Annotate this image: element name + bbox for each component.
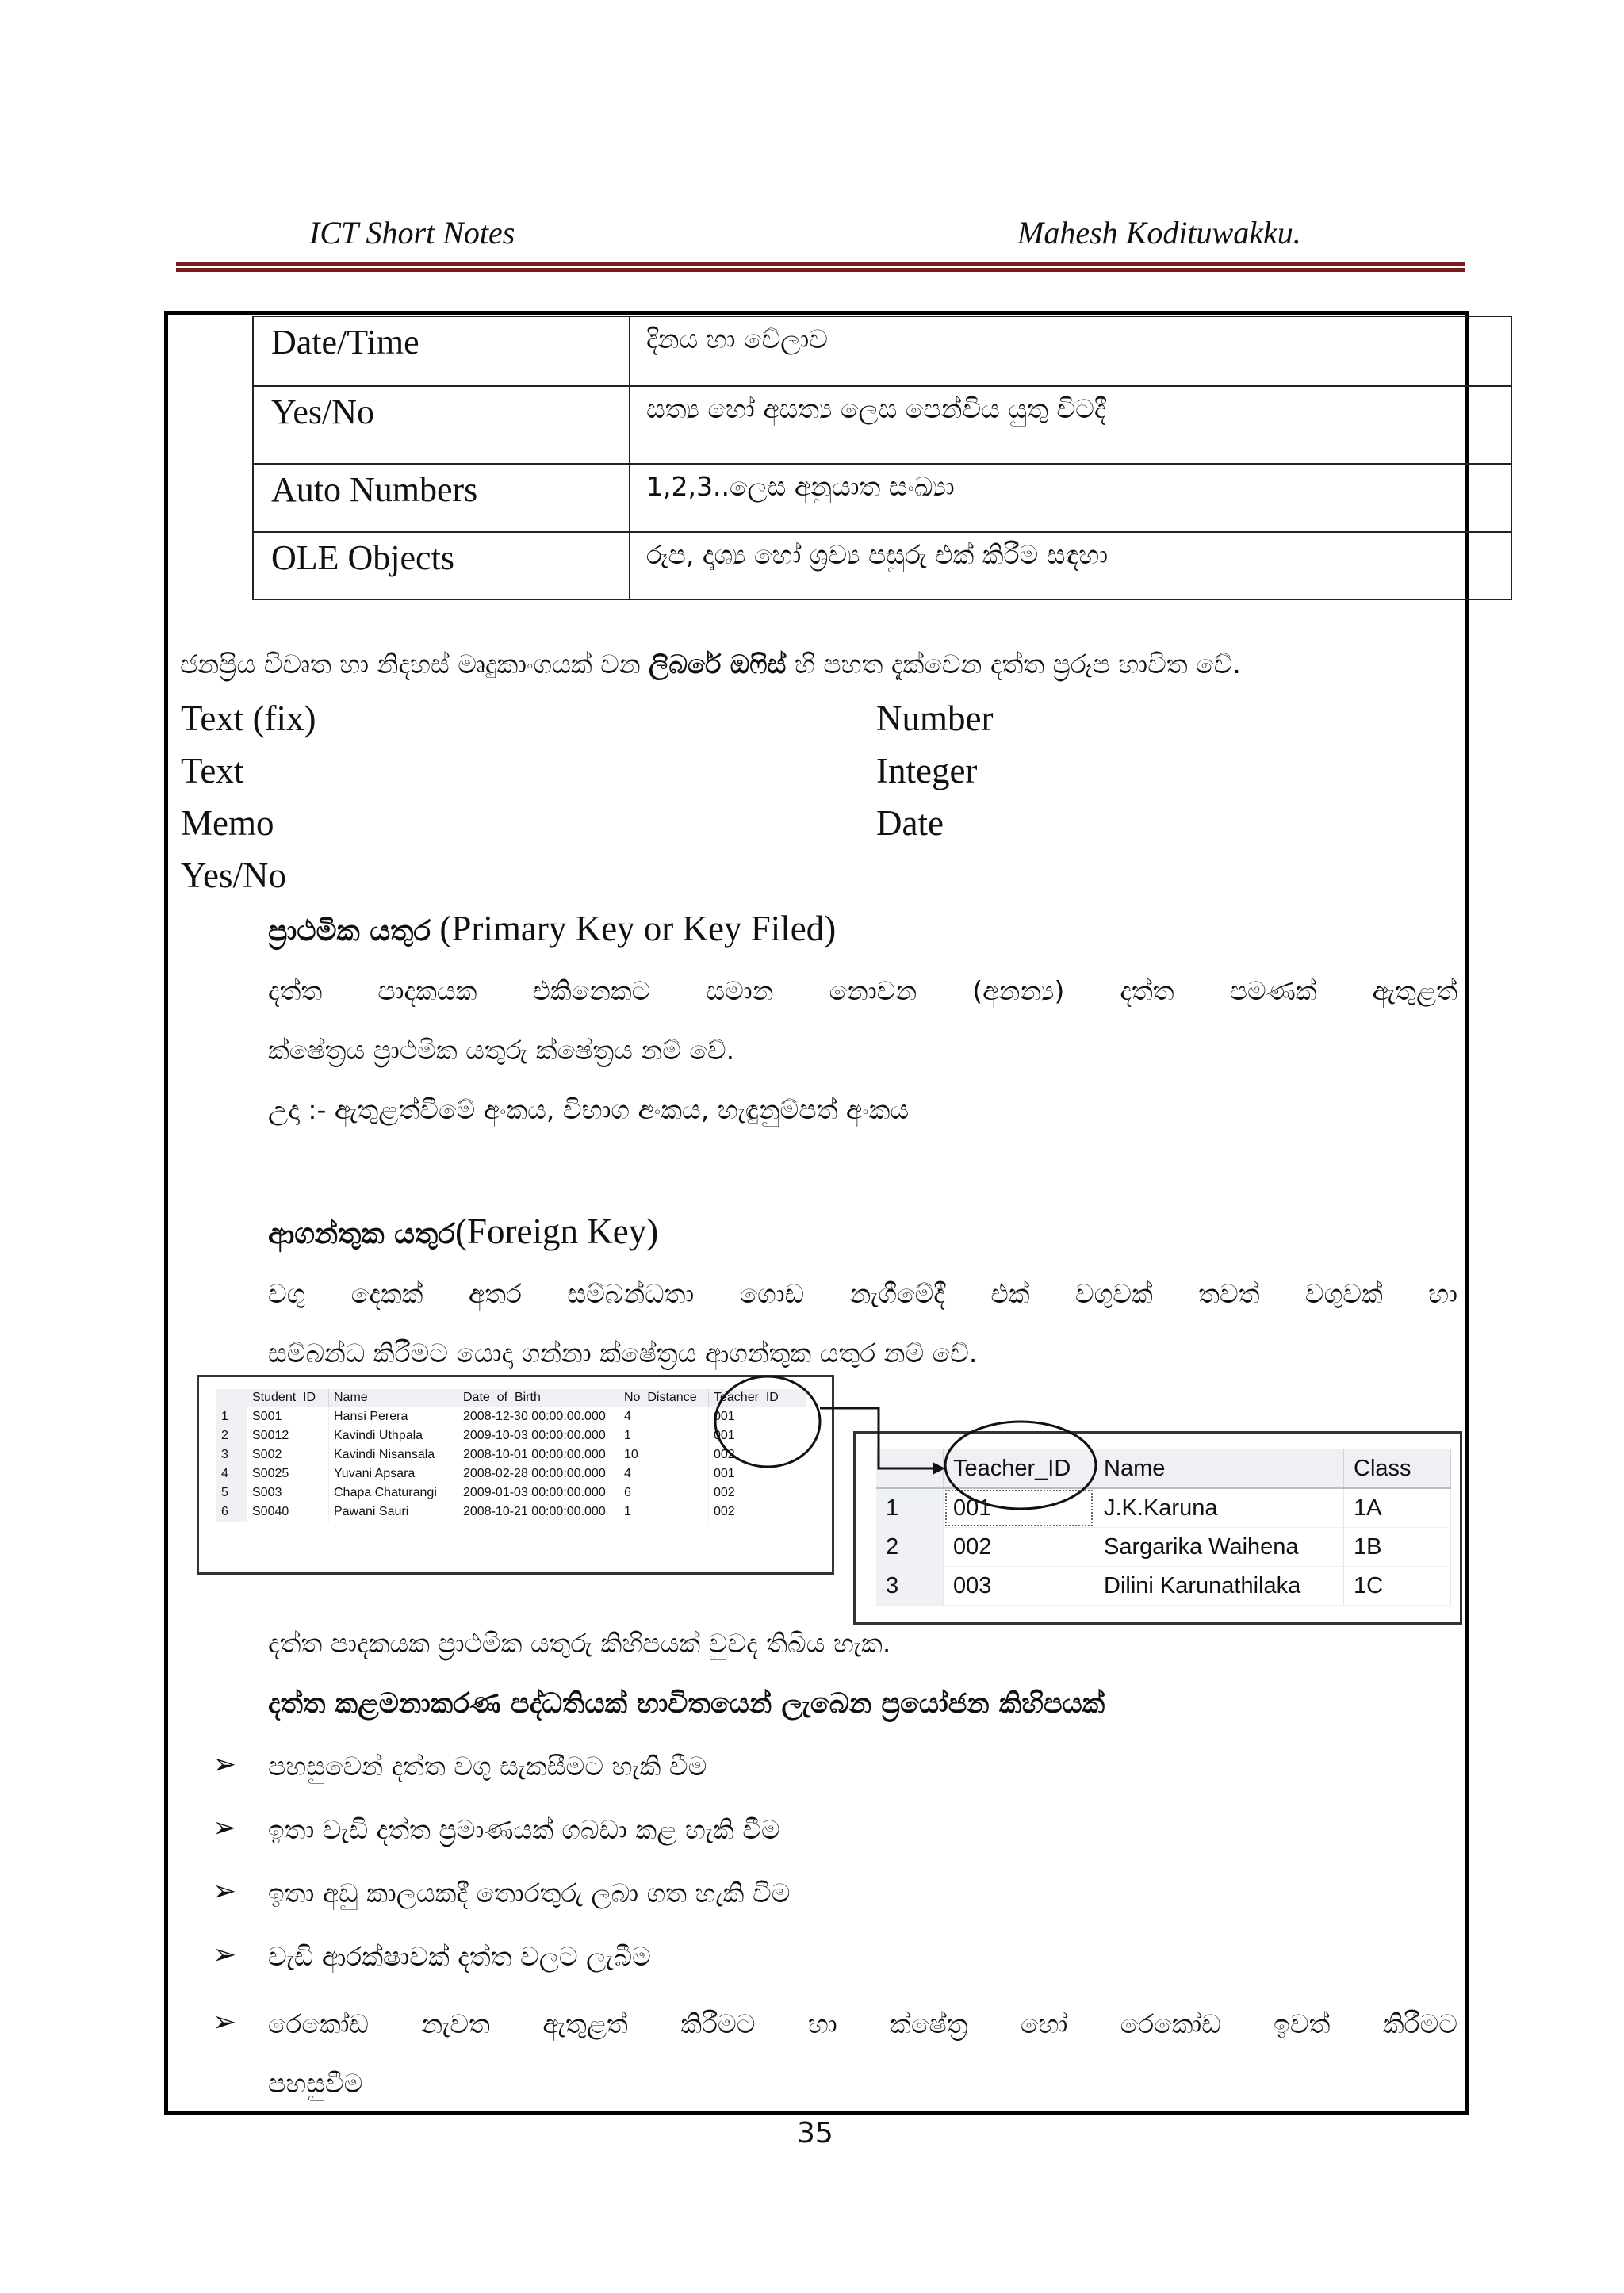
foreign-key-circle: [715, 1376, 820, 1467]
row-number: 1: [216, 1407, 247, 1427]
libreoffice-bold: ලිබරේ ඔෆිස්: [649, 649, 787, 679]
table-cell: 1C: [1344, 1567, 1451, 1606]
arrow-bullet-icon: ➢: [213, 1939, 237, 1971]
connector-line: [820, 1408, 936, 1468]
row-number: 4: [216, 1464, 247, 1483]
column-header: Class: [1344, 1449, 1451, 1488]
type-item-right: Date: [876, 803, 944, 843]
row-number: 3: [876, 1567, 944, 1606]
benefit-item-last-line2: පහසුවීම: [268, 2068, 363, 2099]
table-cell: 1B: [1344, 1528, 1451, 1567]
table-cell: S0025: [247, 1464, 329, 1483]
header-author: Mahesh Kodituwakku.: [1017, 215, 1301, 251]
type-desc: දිනය හා වේලාව: [630, 316, 1511, 386]
primary-key-title-si: ප්‍රාථමික යතුර: [268, 915, 431, 947]
column-header: Teacher_ID: [944, 1449, 1094, 1488]
table-cell: Hansi Perera: [329, 1407, 458, 1427]
table-cell: J.K.Karuna: [1094, 1488, 1344, 1528]
table-cell: 2009-01-03 00:00:00.000: [458, 1483, 619, 1503]
foreign-key-title-en: (Foreign Key): [455, 1212, 659, 1251]
column-header: Name: [329, 1389, 458, 1407]
benefit-item-last-line1: රෙකෝඩ නැවත ඇතුළත් කිරීමට හා ක්ෂේත්‍ර හෝ රෙකෝඩ ඉවත් කිරීමට: [268, 2008, 1457, 2039]
page-number: 35: [797, 2117, 833, 2149]
type-desc: 1,2,3..ලෙස අනුයාත සංඛ්‍යා: [630, 464, 1511, 532]
table-cell: Chapa Chaturangi: [329, 1483, 458, 1503]
table-cell: 2008-02-28 00:00:00.000: [458, 1464, 619, 1483]
table-cell: 001: [944, 1488, 1094, 1528]
table-cell: 6: [619, 1483, 709, 1503]
type-item-left: Text: [181, 751, 244, 790]
table-cell: 002: [709, 1483, 806, 1503]
type-item-right: Number: [876, 699, 994, 738]
benefit-item: පහසුවෙන් දත්ත වගු සැකසීමට හැකි වීම: [268, 1751, 707, 1782]
table-cell: 2009-10-03 00:00:00.000: [458, 1426, 619, 1445]
foreign-key-title-si: ආගන්තුක යතුර: [268, 1218, 456, 1250]
arrow-bullet-icon: ➢: [213, 1875, 237, 1908]
type-item-left: Yes/No: [181, 856, 286, 895]
table-cell: 002: [944, 1528, 1094, 1567]
type-item-left: Memo: [181, 803, 274, 843]
row-number: 5: [216, 1483, 247, 1503]
table-cell: 2008-12-30 00:00:00.000: [458, 1407, 619, 1427]
table-cell: S002: [247, 1445, 329, 1464]
benefit-item: ඉතා අඩු කාලයකදී තොරතුරු ලබා ගත හැකි වීම: [268, 1878, 791, 1908]
table-cell: Sargarika Waihena: [1094, 1528, 1344, 1567]
primary-key-circle: [945, 1422, 1096, 1509]
table-cell: Kavindi Nisansala: [329, 1445, 458, 1464]
type-name: Date/Time: [253, 316, 630, 386]
table-cell: 001: [709, 1426, 806, 1445]
row-number: 6: [216, 1503, 247, 1522]
row-number: 2: [876, 1528, 944, 1567]
table-cell: 002: [709, 1503, 806, 1522]
type-name: Auto Numbers: [253, 464, 630, 532]
table-cell: 10: [619, 1445, 709, 1464]
libreoffice-post: හි පහත දැක්වෙන දත්ත ප්‍රරූප භාවිත වේ.: [786, 649, 1241, 679]
libreoffice-pre: ජනප්‍රිය විවෘත හා නිදහස් මෘදුකාංගයක් වන: [180, 649, 649, 679]
header-left-title: ICT Short Notes: [309, 215, 515, 251]
primary-key-line1: දත්ත පාදකයක එකිනෙකට සමාන නොවන (අනන්‍ය) දත්ත පමණක් ඇතුළත්: [268, 975, 1457, 1006]
table-cell: S003: [247, 1483, 329, 1503]
column-header: Student_ID: [247, 1389, 329, 1407]
type-item-right: Integer: [876, 751, 978, 790]
column-header: Teacher_ID: [709, 1389, 806, 1407]
column-header: No_Distance: [619, 1389, 709, 1407]
benefit-item: වැඩි ආරක්ෂාවක් දත්ත වලට ලැබීම: [268, 1941, 651, 1972]
row-number: 3: [216, 1445, 247, 1464]
benefits-title: දත්ත කළමනාකරණ පද්ධතියක් භාවිතයෙන් ලැබෙන ප්‍රයෝජන කිහිපයක්: [268, 1688, 1105, 1720]
table-cell: S0012: [247, 1426, 329, 1445]
table-cell: 002: [709, 1445, 806, 1464]
table-cell: 003: [944, 1567, 1094, 1606]
table-cell: 2008-10-21 00:00:00.000: [458, 1503, 619, 1522]
table-cell: 1A: [1344, 1488, 1451, 1528]
table-cell: 4: [619, 1407, 709, 1427]
foreign-key-line1: වගු දෙකක් අතර සම්බන්ධතා ගොඩ නැගීමේදී එක් වගුවක් තවත් වගුවක් හා: [268, 1278, 1457, 1309]
column-header: Name: [1094, 1449, 1344, 1488]
table-cell: Pawani Sauri: [329, 1503, 458, 1522]
primary-key-example: උදා :- ඇතුළත්වීමේ අංකය, විභාග අංකය, හැඳුනුම්පත් අංකය: [268, 1094, 910, 1125]
primary-key-title-en: (Primary Key or Key Filed): [431, 909, 837, 948]
type-name: Yes/No: [253, 386, 630, 464]
table-cell: 001: [709, 1407, 806, 1427]
table-cell: Yuvani Apsara: [329, 1464, 458, 1483]
table-cell: 2008-10-01 00:00:00.000: [458, 1445, 619, 1464]
type-name: OLE Objects: [253, 532, 630, 599]
arrow-head-icon: [933, 1462, 945, 1475]
type-item-left: Text (fix): [181, 699, 316, 738]
foreign-key-line2: සම්බන්ධ කිරීමට යොදා ගන්නා ක්ෂේත්‍රය ආගන්තුක යතුර නම් වේ.: [268, 1338, 978, 1369]
table-cell: Dilini Karunathilaka: [1094, 1567, 1344, 1606]
row-number: 1: [876, 1488, 944, 1528]
arrow-bullet-icon: ➢: [213, 1812, 237, 1844]
column-header: Date_of_Birth: [458, 1389, 619, 1407]
primary-key-line2: ක්ෂේත්‍රය ප්‍රාථමික යතුරු ක්ෂේත්‍රය නම් වේ.: [268, 1035, 735, 1066]
arrow-bullet-icon: ➢: [213, 2006, 237, 2038]
multi-key-note: දත්ත පාදකයක ප්‍රාථමික යතුරු කිහිපයක් වුවද තිබිය හැක.: [268, 1628, 891, 1659]
table-cell: 1: [619, 1426, 709, 1445]
benefit-item: ඉතා වැඩි දත්ත ප්‍රමාණයක් ගබඩා කළ හැකි වීම: [268, 1814, 780, 1845]
table-cell: S001: [247, 1407, 329, 1427]
type-desc: සත්‍ය හෝ අසත්‍ය ලෙස පෙන්විය යුතු විටදී: [630, 386, 1511, 464]
row-number: 2: [216, 1426, 247, 1445]
table-cell: 001: [709, 1464, 806, 1483]
table-cell: Kavindi Uthpala: [329, 1426, 458, 1445]
table-cell: S0040: [247, 1503, 329, 1522]
table-cell: 4: [619, 1464, 709, 1483]
table-cell: 1: [619, 1503, 709, 1522]
arrow-bullet-icon: ➢: [213, 1748, 237, 1781]
type-desc: රූප, දෘශ්‍ය හෝ ශ්‍රව්‍ය පසුරු එක් කිරීම සඳහා: [630, 532, 1511, 599]
